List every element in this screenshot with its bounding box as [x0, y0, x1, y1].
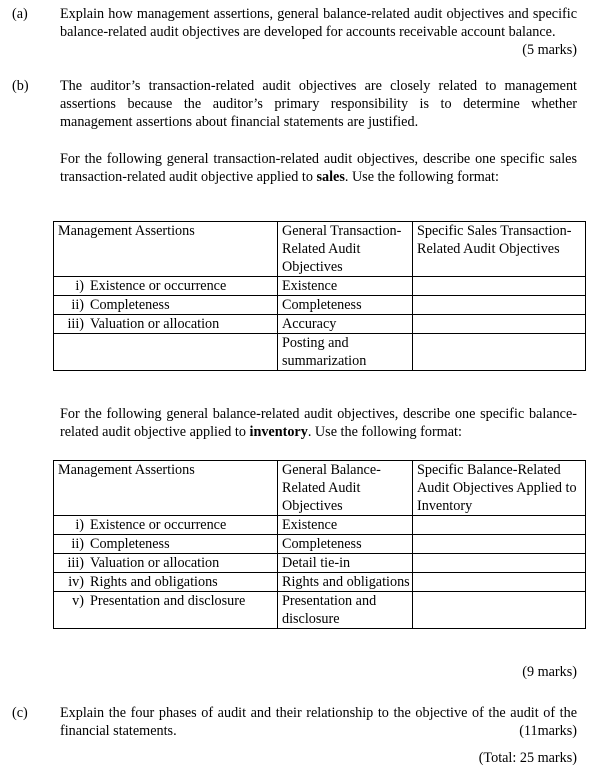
table-row: Posting and summarization — [54, 334, 586, 371]
table-row: iii) Valuation or allocation Accuracy — [54, 315, 586, 334]
inventory-objectives-table — [53, 460, 586, 629]
answer-cell — [413, 592, 586, 629]
table-row: i) Existence or occurrence Existence — [54, 277, 586, 296]
answer-cell — [413, 315, 586, 334]
table-header-row — [54, 461, 586, 516]
question-b-paragraph-2: For the following general balance-related audit objectives, describe one specific balance-related audit objective applied to inventory. Use the following format: — [60, 406, 577, 440]
table-row: v) Presentation and disclosure Presentation and disclosure — [54, 592, 586, 629]
question-c-text — [60, 704, 577, 740]
total-marks: (Total: 25 marks) — [478, 750, 577, 766]
header-management-assertions: Management Assertions — [54, 461, 278, 516]
question-b-label: (b) — [12, 78, 29, 94]
emphasis-sales: sales — [316, 169, 345, 185]
answer-cell — [413, 573, 586, 592]
answer-cell — [413, 296, 586, 315]
table-row: iii) Valuation or allocation Detail tie-in — [54, 554, 586, 573]
answer-cell — [413, 334, 586, 371]
table-header-row — [54, 222, 586, 277]
header-specific-objectives: Specific Sales Transaction-Related Audit Objectives — [413, 222, 586, 277]
table-row: ii) Completeness Completeness — [54, 296, 586, 315]
header-general-objectives: General Transaction-Related Audit Objectives — [278, 222, 413, 277]
question-c-marks: (11marks) — [519, 723, 577, 739]
answer-cell — [413, 277, 586, 296]
question-a-text — [60, 5, 577, 59]
sales-objectives-table — [53, 221, 586, 371]
answer-cell — [413, 554, 586, 573]
question-b-marks: (9 marks) — [522, 664, 577, 680]
question-a-body: Explain how management assertions, general balance-related audit objectives and specific balance-related audit objectives are developed for accounts receivable account balance. — [60, 6, 577, 40]
header-management-assertions: Management Assertions — [54, 222, 278, 277]
table-row: ii) Completeness Completeness — [54, 535, 586, 554]
table-row: iv) Rights and obligations Rights and obligations — [54, 573, 586, 592]
question-b-paragraph-1: For the following general transaction-related audit objectives, describe one specific sales transaction-related audit objective applied to sales. Use the following format: — [60, 151, 577, 185]
emphasis-inventory: inventory — [249, 424, 308, 440]
header-specific-objectives: Specific Balance-Related Audit Objectives Applied to Inventory — [413, 461, 586, 516]
question-c-label: (c) — [12, 705, 28, 721]
header-general-objectives: General Balance-Related Audit Objectives — [278, 461, 413, 516]
answer-cell — [413, 516, 586, 535]
question-b-intro: The auditor’s transaction-related audit objectives are closely related to management assertions because the auditor’s primary responsibility is to determine whether management assertions about financial statements are justified. — [60, 78, 577, 130]
question-a-label: (a) — [12, 6, 28, 22]
table-row: i) Existence or occurrence Existence — [54, 516, 586, 535]
question-a-marks: (5 marks) — [522, 42, 577, 58]
answer-cell — [413, 535, 586, 554]
question-c-body: Explain the four phases of audit and their relationship to the objective of the audit of the financial statements. — [60, 705, 577, 739]
